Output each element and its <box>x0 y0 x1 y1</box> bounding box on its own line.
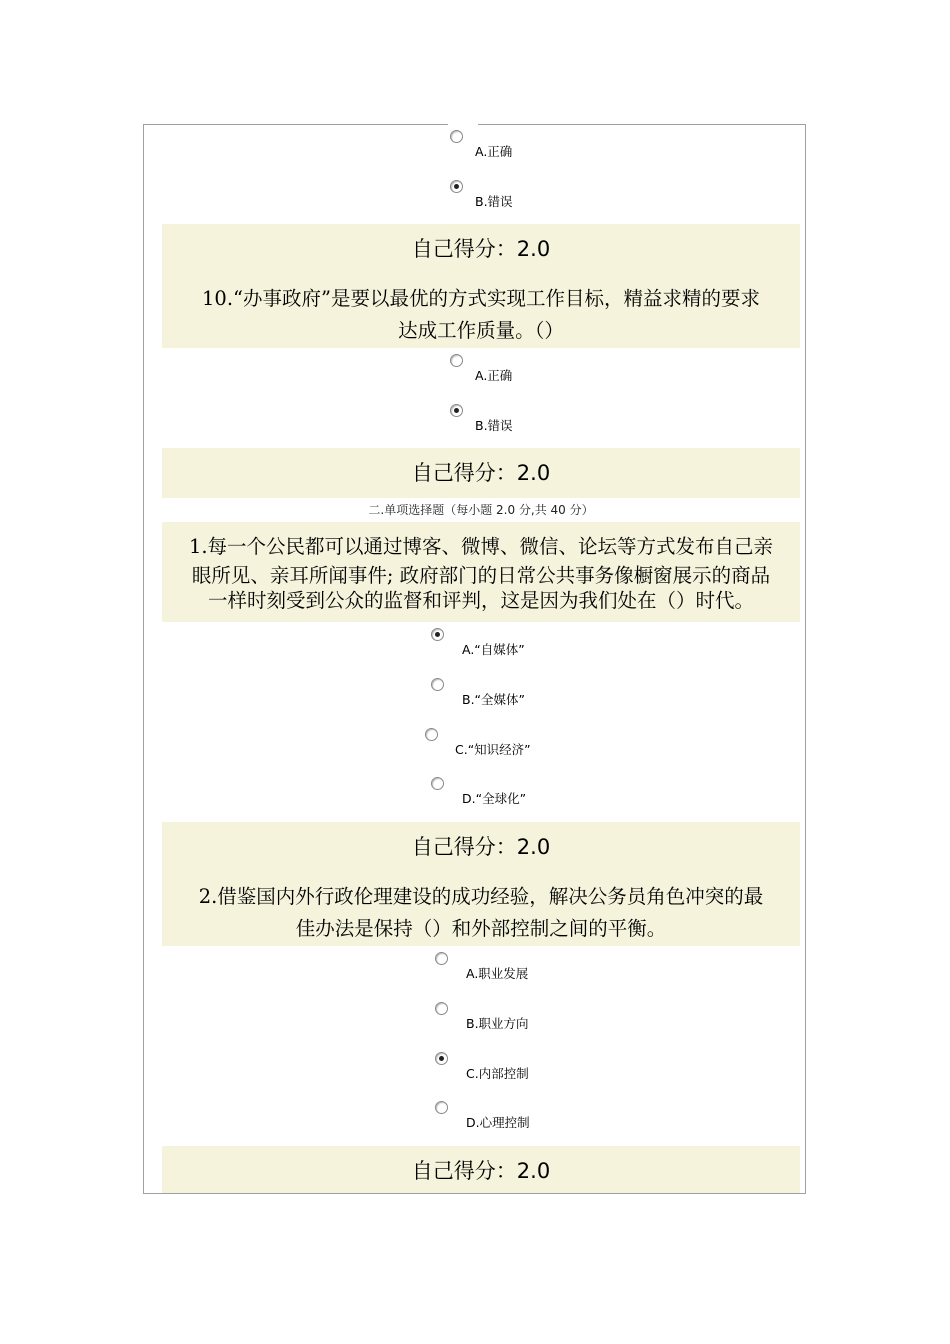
radio-selected-icon[interactable] <box>435 1052 448 1065</box>
question-line: 达成工作质量。（） <box>398 319 564 342</box>
question-line: 佳办法是保持（）和外部控制之间的平衡。 <box>295 917 667 940</box>
question-text <box>162 531 800 612</box>
radio-icon[interactable] <box>431 678 444 691</box>
question-line: 一样时刻受到公众的监督和评判，这是因为我们处在（）时代。 <box>207 589 754 612</box>
question-text <box>162 881 800 945</box>
radio-icon[interactable] <box>425 728 438 741</box>
self-score: 自己得分：2.0 <box>411 461 551 485</box>
radio-icon[interactable] <box>450 354 463 367</box>
self-score: 自己得分：2.0 <box>411 1159 551 1183</box>
option-label: A.“自媒体” <box>462 642 525 657</box>
radio-icon[interactable] <box>431 777 444 790</box>
score-band <box>162 1146 800 1193</box>
option-label: A.正确 <box>475 144 513 159</box>
option-label: B.错误 <box>475 194 513 209</box>
option-label: B.错误 <box>475 418 513 433</box>
option-label: D.“全球化” <box>462 791 527 806</box>
option-label: A.职业发展 <box>466 966 529 981</box>
question-line: 10.“办事政府”是要以最优的方式实现工作目标，精益求精的要求 <box>202 287 760 310</box>
option-label: C.内部控制 <box>466 1066 529 1081</box>
option-label: A.正确 <box>475 368 513 383</box>
self-score: 自己得分：2.0 <box>411 237 551 261</box>
question-line: 1.每一个公民都可以通过博客、微博、微信、论坛等方式发布自己亲 <box>188 535 774 558</box>
self-score: 自己得分：2.0 <box>411 835 551 859</box>
radio-icon[interactable] <box>450 130 463 143</box>
option-label: D.心理控制 <box>466 1115 530 1130</box>
score-band <box>162 448 800 498</box>
radio-selected-icon[interactable] <box>450 404 463 417</box>
question-line: 2.借鉴国内外行政伦理建设的成功经验，解决公务员角色冲突的最 <box>198 885 764 908</box>
radio-icon[interactable] <box>435 1101 448 1114</box>
option-label: B.职业方向 <box>466 1016 529 1031</box>
frame-top-border-left <box>143 124 448 125</box>
frame-top-border-right <box>478 124 806 125</box>
option-label: C.“知识经济” <box>455 742 531 757</box>
radio-selected-icon[interactable] <box>431 628 444 641</box>
option-label: B.“全媒体” <box>462 692 526 707</box>
question-text <box>162 283 800 347</box>
radio-icon[interactable] <box>435 1002 448 1015</box>
radio-selected-icon[interactable] <box>450 180 463 193</box>
question-line: 眼所见、亲耳所闻事件; 政府部门的日常公共事务像橱窗展示的商品 <box>191 564 771 587</box>
radio-icon[interactable] <box>435 952 448 965</box>
section-title: 二.单项选择题（每小题 2.0 分,共 40 分） <box>368 503 594 517</box>
